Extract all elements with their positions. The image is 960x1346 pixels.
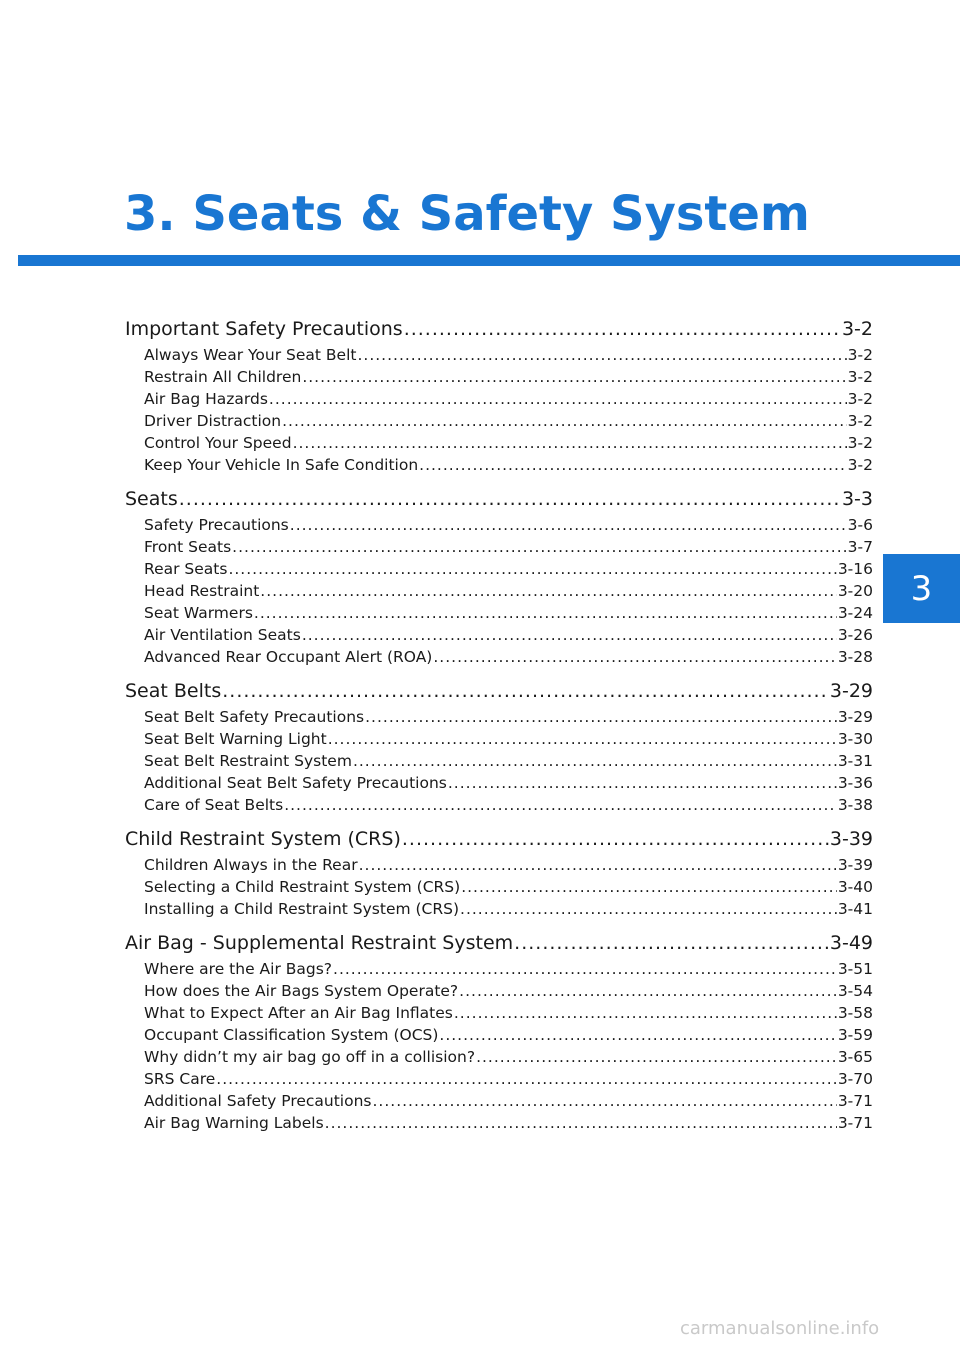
toc-item[interactable] [125, 1090, 873, 1112]
dot-leader [419, 454, 847, 476]
chapter-title: 3. Seats & Safety System [124, 186, 810, 242]
toc-item-title: Installing a Child Restraint System (CRS) [144, 900, 460, 918]
dot-leader [269, 388, 847, 410]
chapter-tab[interactable] [883, 554, 960, 623]
toc-item[interactable] [125, 1068, 873, 1090]
toc-item[interactable] [125, 1002, 873, 1024]
toc-section-title: Important Safety Precautions [125, 318, 403, 340]
dot-leader [402, 824, 829, 854]
toc-item-title: Restrain All Children [144, 368, 302, 386]
toc-item[interactable] [125, 432, 873, 454]
toc-item[interactable] [125, 728, 873, 750]
dot-leader [404, 314, 841, 344]
title-rule [18, 255, 960, 266]
toc-item[interactable] [125, 454, 873, 476]
dot-leader [293, 432, 847, 454]
dot-leader [216, 1068, 837, 1090]
toc-item[interactable] [125, 876, 873, 898]
dot-leader [454, 1002, 837, 1024]
toc-item[interactable] [125, 514, 873, 536]
toc-item[interactable] [125, 366, 873, 388]
toc-item[interactable] [125, 1046, 873, 1068]
toc-item-title: Additional Seat Belt Safety Precautions [144, 774, 447, 792]
dot-leader [254, 602, 837, 624]
toc-item[interactable] [125, 706, 873, 728]
dot-leader [179, 484, 841, 514]
dot-leader [365, 706, 837, 728]
toc-item-title: Driver Distraction [144, 412, 282, 430]
page-number: 3-2 [847, 390, 873, 408]
toc-item[interactable] [125, 624, 873, 646]
page-number: 3-39 [837, 856, 873, 874]
toc-item[interactable] [125, 980, 873, 1002]
toc-item-title: Seat Belt Safety Precautions [144, 708, 365, 726]
watermark: carmanualsonline.info [680, 1318, 880, 1339]
page-number: 3-2 [847, 456, 873, 474]
toc-item-title: Additional Safety Precautions [144, 1092, 372, 1110]
toc-item-title: What to Expect After an Air Bag Inflates [144, 1004, 453, 1022]
page-number: 3-40 [837, 878, 873, 896]
page-number: 3-2 [847, 368, 873, 386]
toc-item[interactable] [125, 958, 873, 980]
toc-section[interactable] [125, 676, 873, 706]
toc-item-title: Selecting a Child Restraint System (CRS) [144, 878, 461, 896]
toc-item[interactable] [125, 794, 873, 816]
toc-item[interactable] [125, 410, 873, 432]
toc-item[interactable] [125, 602, 873, 624]
table-of-contents [125, 314, 873, 1134]
toc-item-title: Air Ventilation Seats [144, 626, 301, 644]
toc-item[interactable] [125, 854, 873, 876]
dot-leader [325, 1112, 837, 1134]
toc-item-title: How does the Air Bags System Operate? [144, 982, 459, 1000]
toc-item-title: Where are the Air Bags? [144, 960, 333, 978]
page-number: 3-71 [837, 1092, 873, 1110]
dot-leader [373, 1090, 837, 1112]
dot-leader [461, 876, 837, 898]
toc-section-title: Child Restraint System (CRS) [125, 828, 401, 850]
dot-leader [260, 580, 837, 602]
toc-item[interactable] [125, 750, 873, 772]
page-number: 3-39 [829, 828, 873, 850]
dot-leader [460, 898, 837, 920]
dot-leader [232, 536, 847, 558]
page-number: 3-28 [837, 648, 873, 666]
toc-item[interactable] [125, 1112, 873, 1134]
page-number: 3-31 [837, 752, 873, 770]
page-number: 3-2 [847, 346, 873, 364]
dot-leader [357, 344, 846, 366]
page-number: 3-58 [837, 1004, 873, 1022]
dot-leader [514, 928, 829, 958]
page-number: 3-20 [837, 582, 873, 600]
dot-leader [433, 646, 836, 668]
toc-item-title: Seat Warmers [144, 604, 253, 622]
toc-item-title: Why didn’t my air bag go off in a collision? [144, 1048, 476, 1066]
dot-leader [448, 772, 837, 794]
dot-leader [333, 958, 837, 980]
toc-item[interactable] [125, 1024, 873, 1046]
page-number: 3-30 [837, 730, 873, 748]
toc-item-title: Keep Your Vehicle In Safe Condition [144, 456, 419, 474]
toc-section-title: Seats [125, 488, 178, 510]
page-number: 3-29 [837, 708, 873, 726]
toc-item-title: Occupant Classification System (OCS) [144, 1026, 439, 1044]
dot-leader [302, 366, 846, 388]
dot-leader [228, 558, 836, 580]
toc-section[interactable] [125, 314, 873, 344]
toc-item[interactable] [125, 772, 873, 794]
toc-item[interactable] [125, 536, 873, 558]
toc-item-title: Air Bag Hazards [144, 390, 268, 408]
toc-item-title: Head Restraint [144, 582, 260, 600]
toc-item-title: Advanced Rear Occupant Alert (ROA) [144, 648, 433, 666]
toc-item-title: Control Your Speed [144, 434, 292, 452]
toc-item-title: Children Always in the Rear [144, 856, 358, 874]
page-number: 3-26 [837, 626, 873, 644]
toc-item-title: Safety Precautions [144, 516, 289, 534]
dot-leader [282, 410, 847, 432]
page-number: 3-29 [829, 680, 873, 702]
dot-leader [476, 1046, 837, 1068]
page-number: 3-70 [837, 1070, 873, 1088]
page-number: 3-24 [837, 604, 873, 622]
toc-item-title: Front Seats [144, 538, 232, 556]
page-number: 3-2 [847, 434, 873, 452]
dot-leader [359, 854, 837, 876]
page-number: 3-6 [847, 516, 873, 534]
page-number: 3-2 [841, 318, 873, 340]
chapter-tab-number: 3 [910, 568, 933, 609]
page-number: 3-2 [847, 412, 873, 430]
toc-section[interactable] [125, 484, 873, 514]
dot-leader [439, 1024, 836, 1046]
toc-item[interactable] [125, 898, 873, 920]
toc-item-title: Seat Belt Warning Light [144, 730, 327, 748]
dot-leader [290, 514, 847, 536]
dot-leader [222, 676, 829, 706]
toc-item-title: Air Bag Warning Labels [144, 1114, 324, 1132]
toc-item[interactable] [125, 580, 873, 602]
page-number: 3-16 [837, 560, 873, 578]
dot-leader [328, 728, 837, 750]
toc-item[interactable] [125, 388, 873, 410]
dot-leader [353, 750, 837, 772]
dot-leader [302, 624, 837, 646]
page-number: 3-3 [841, 488, 873, 510]
page-number: 3-71 [837, 1114, 873, 1132]
page-number: 3-51 [837, 960, 873, 978]
toc-section-title: Air Bag - Supplemental Restraint System [125, 932, 514, 954]
dot-leader [284, 794, 837, 816]
toc-item[interactable] [125, 646, 873, 668]
toc-item-title: Rear Seats [144, 560, 228, 578]
toc-item-title: Seat Belt Restraint System [144, 752, 352, 770]
dot-leader [459, 980, 837, 1002]
toc-item[interactable] [125, 344, 873, 366]
toc-section-title: Seat Belts [125, 680, 222, 702]
toc-item-title: SRS Care [144, 1070, 216, 1088]
toc-item-title: Care of Seat Belts [144, 796, 284, 814]
page-number: 3-38 [837, 796, 873, 814]
toc-section[interactable] [125, 928, 873, 958]
toc-item-title: Always Wear Your Seat Belt [144, 346, 357, 364]
page-number: 3-36 [837, 774, 873, 792]
page-number: 3-41 [837, 900, 873, 918]
toc-section[interactable] [125, 824, 873, 854]
page-number: 3-7 [847, 538, 873, 556]
toc-item[interactable] [125, 558, 873, 580]
page-number: 3-65 [837, 1048, 873, 1066]
page-number: 3-59 [837, 1026, 873, 1044]
page-number: 3-54 [837, 982, 873, 1000]
page-number: 3-49 [829, 932, 873, 954]
